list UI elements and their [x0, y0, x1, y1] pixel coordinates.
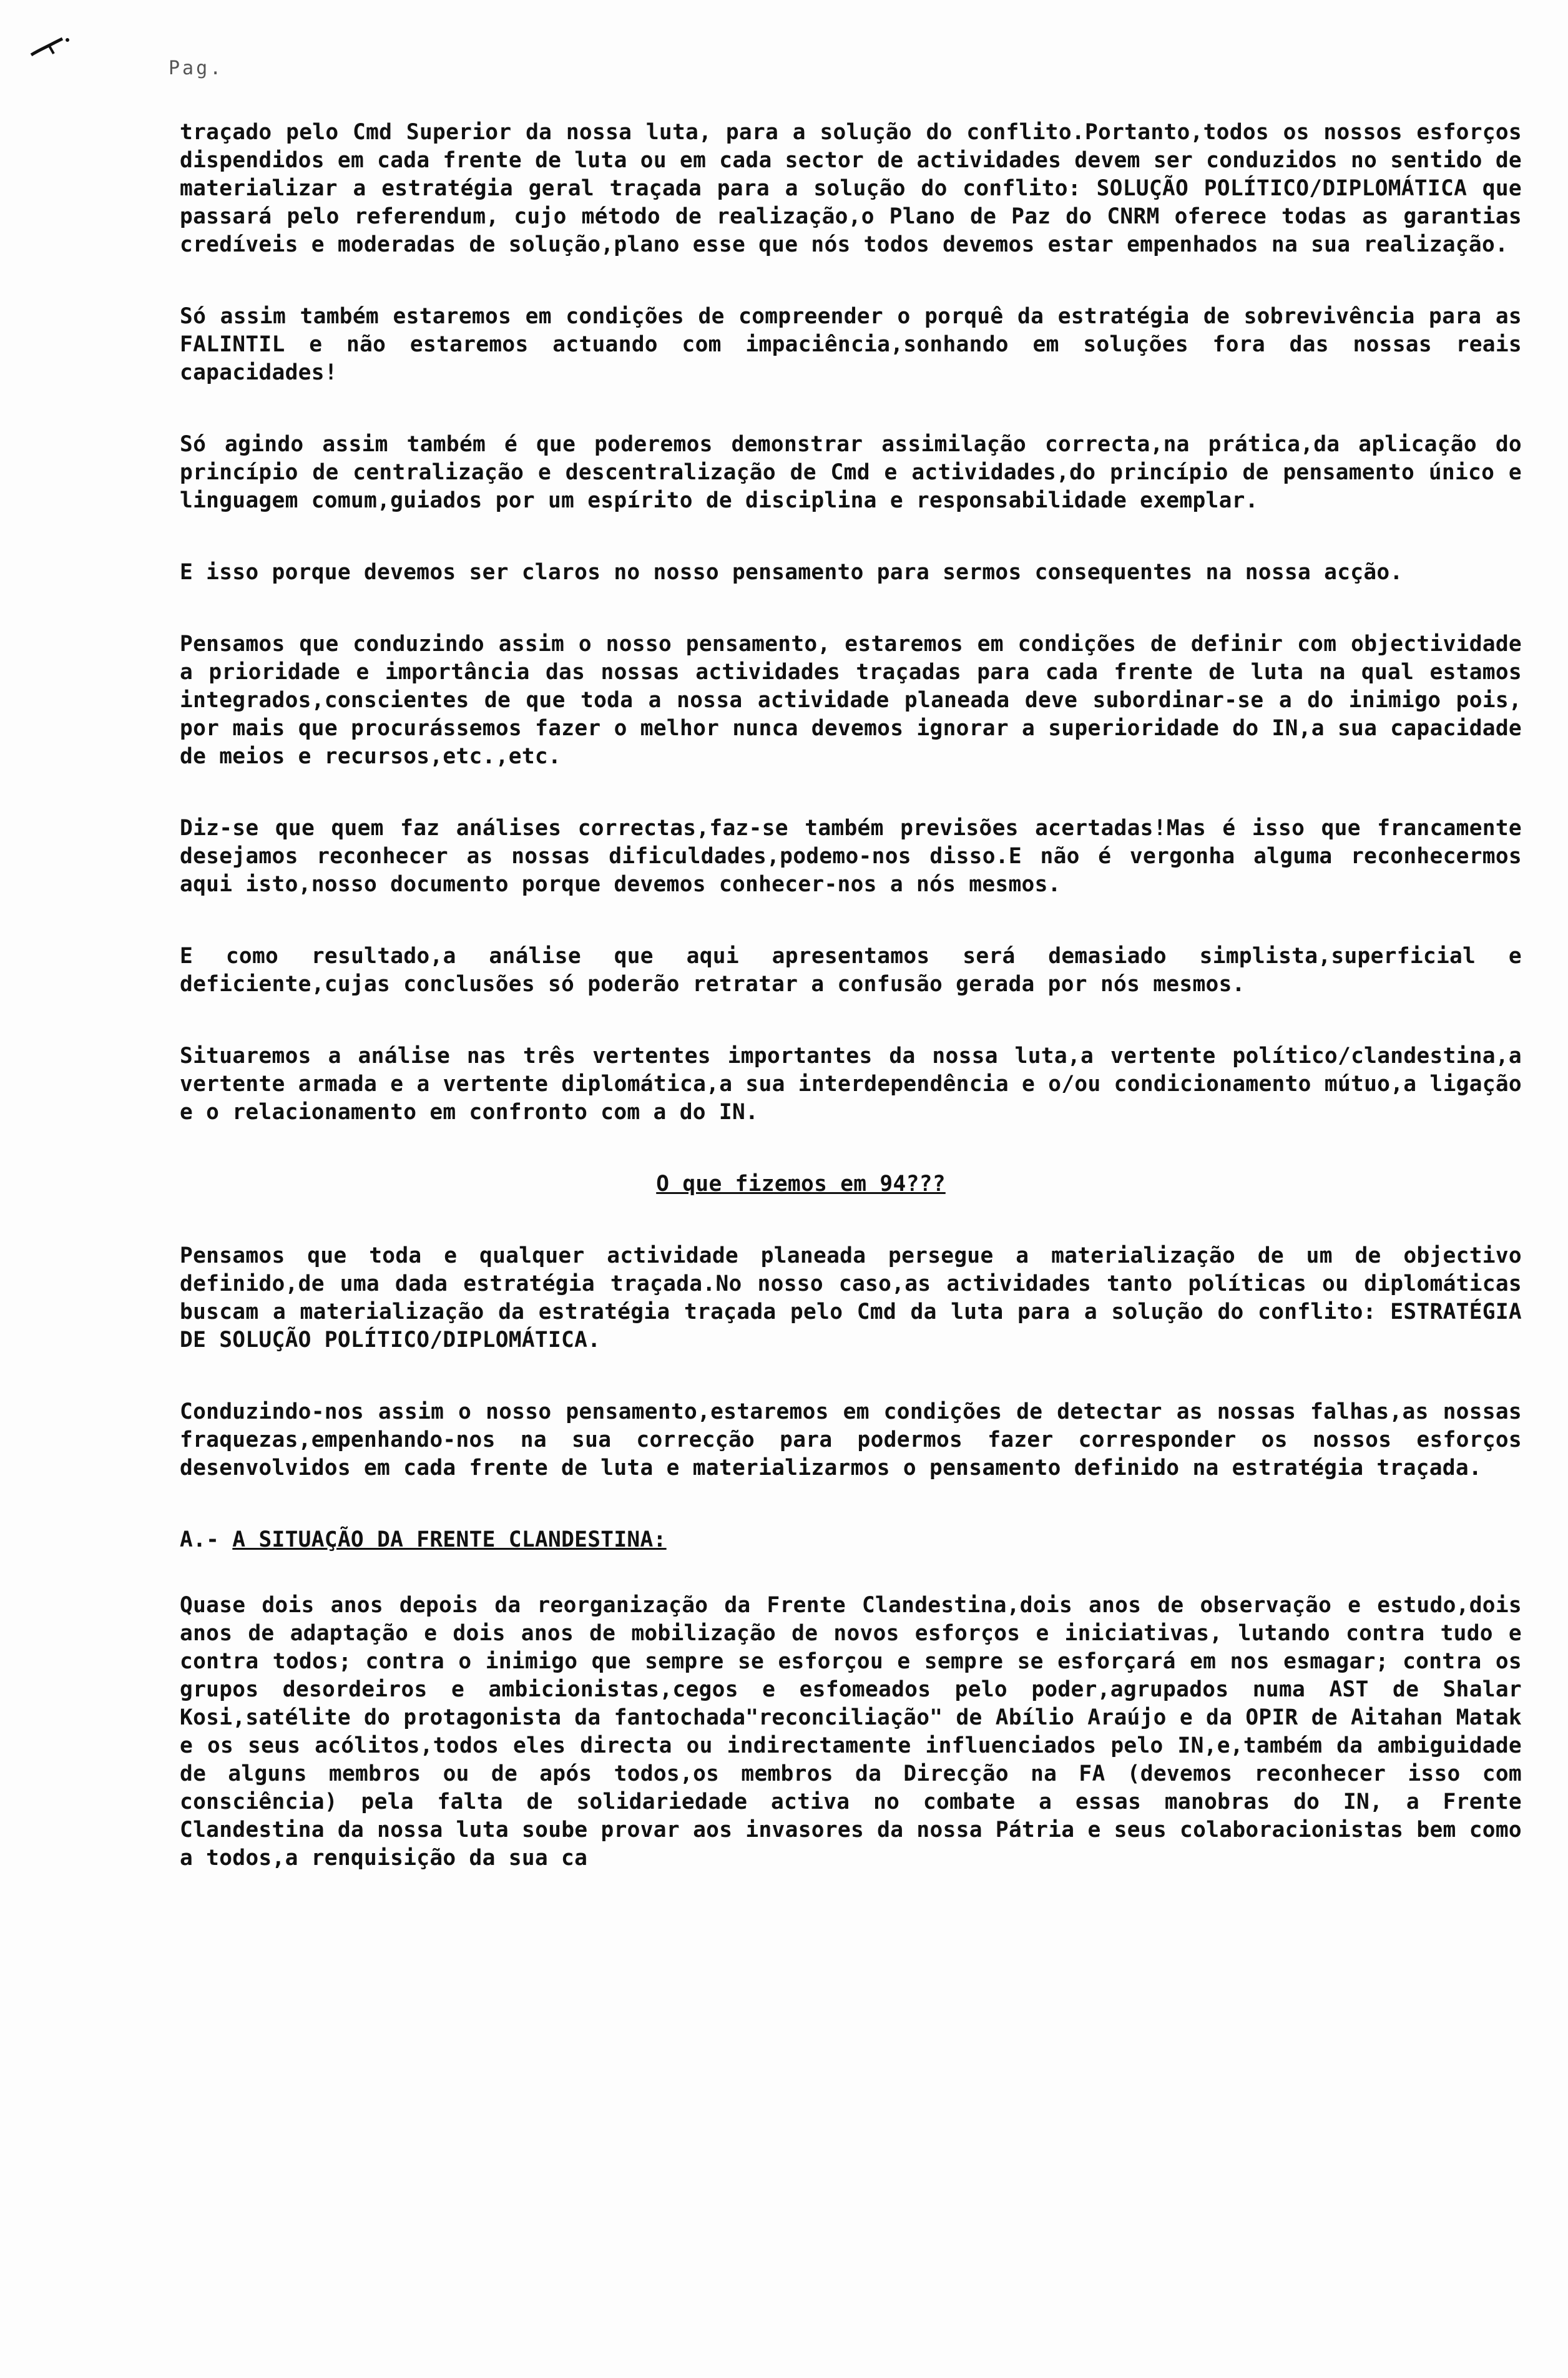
scan-artifact-mark: [30, 36, 74, 61]
paragraph-6: Diz-se que quem faz análises correctas,faz-se também previsões acertadas!Mas é isso que francamente desejamos reconhecer as nossas dificuldades,podemo-nos disso.E não é vergonha alguma reconhecermos aqui isto,nosso documento porque devemos conhecer-nos a nós mesmos.: [180, 816, 1522, 897]
paragraph-4: E isso porque devemos ser claros no nosso pensamento para sermos consequentes na nossa acção.: [180, 560, 1403, 585]
section-a-label: A.-: [180, 1527, 220, 1552]
paragraph-10: Conduzindo-nos assim o nosso pensamento,estaremos em condições de detectar as nossas falhas,as nossas fraquezas,empenhando-nos na sua correcção para podermos fazer corresponder os nossos esforços desenvolvidos em cada frente de luta e materializarmos o pensamento definido na estratégia traçada.: [180, 1399, 1522, 1480]
paragraph-5: Pensamos que conduzindo assim o nosso pensamento, estaremos em condições de definir com objectividade a prioridade e importância das nossas actividades traçadas para cada frente de luta na qual estamos integrados,conscientes de que toda a nossa actividade planeada deve subordinar-se a do inimigo pois, por mais que procurássemos fazer o melhor nunca devemos ignorar a superioridade do IN,a sua capacidade de meios e recursos,etc.,etc.: [180, 632, 1522, 769]
paragraph-2: Só assim também estaremos em condições de compreender o porquê da estratégia de sobrevivência para as FALINTIL e não estaremos actuando com impaciência,sonhando em soluções fora das nossas reais capacidades!: [180, 304, 1522, 385]
paragraph-1: traçado pelo Cmd Superior da nossa luta, para a solução do conflito.Portanto,todos os nossos esforços dispendidos em cada frente de luta ou em cada sector de actividades devem ser conduzidos no sentido de materializar a estratégia geral traçada para a solução do conflito: SOLUÇÃO POLÍTICO/DIPLOMÁTICA que passará pelo referendum, cujo método de realização,o Plano de Paz do CNRM oferece todas as garantias credíveis e moderadas de solução,plano esse que nós todos devemos estar empenhados na sua realização.: [180, 120, 1522, 257]
section-a-heading: [180, 1526, 1522, 1554]
paragraph-8: Situaremos a análise nas três vertentes importantes da nossa luta,a vertente político/clandestina,a vertente armada e a vertente diplomática,a sua interdependência e o/ou condicionamento mútuo,a ligação e o relacionamento em confronto com a do IN.: [180, 1044, 1522, 1125]
paragraph-3: Só agindo assim também é que poderemos demonstrar assimilação correcta,na prática,da aplicação do princípio de centralização e descentralização de Cmd e actividades,do princípio de pensamento único e linguagem comum,guiados por um espírito de disciplina e responsabilidade exemplar.: [180, 432, 1522, 513]
section-a-title: A SITUAÇÃO DA FRENTE CLANDESTINA:: [232, 1527, 667, 1552]
paragraph-9: Pensamos que toda e qualquer actividade planeada persegue a materialização de um de objectivo definido,de uma dada estratégia traçada.No nosso caso,as actividades tanto políticas ou diplomáticas buscam a materialização da estratégia traçada pelo Cmd da luta para a solução do conflito: ESTRATÉGIA DE SOLUÇÃO POLÍTICO/DIPLOMÁTICA.: [180, 1243, 1522, 1353]
heading-what-we-did-94: O que fizemos em 94???: [656, 1172, 946, 1196]
page-header-fragment: Pag.: [169, 57, 224, 79]
document-body: [180, 119, 1522, 1916]
paragraph-7: E como resultado,a análise que aqui apresentamos será demasiado simplista,superficial e deficiente,cujas conclusões só poderão retratar a confusão gerada por nós mesmos.: [180, 944, 1522, 997]
paragraph-11: Quase dois anos depois da reorganização da Frente Clandestina,dois anos de observação e estudo,dois anos de adaptação e dois anos de mobilização de novos esforços e iniciativas, lutando contra tudo e contra todos; contra o inimigo que sempre se esforçou e sempre se esforçará em nos esmagar; contra os grupos desordeiros e ambicionistas,cegos e esfomeados pelo poder,agrupados numa AST de Shalar Kosi,satélite do protagonista da fantochada"reconciliação" de Abílio Araújo e da OPIR de Aitahan Matak e os seus acólitos,todos eles directa ou indirectamente influenciados pelo IN,e,também da ambiguidade de alguns membros ou de após todos,os membros da Direcção na FA (devemos reconhecer isso com consciência) pela falta de solidariedade activa no combate a essas manobras do IN, a Frente Clandestina da nossa luta soube provar aos invasores da nossa Pátria e seus colaboracionistas bem como a todos,a renquisição da sua ca: [180, 1593, 1522, 1871]
